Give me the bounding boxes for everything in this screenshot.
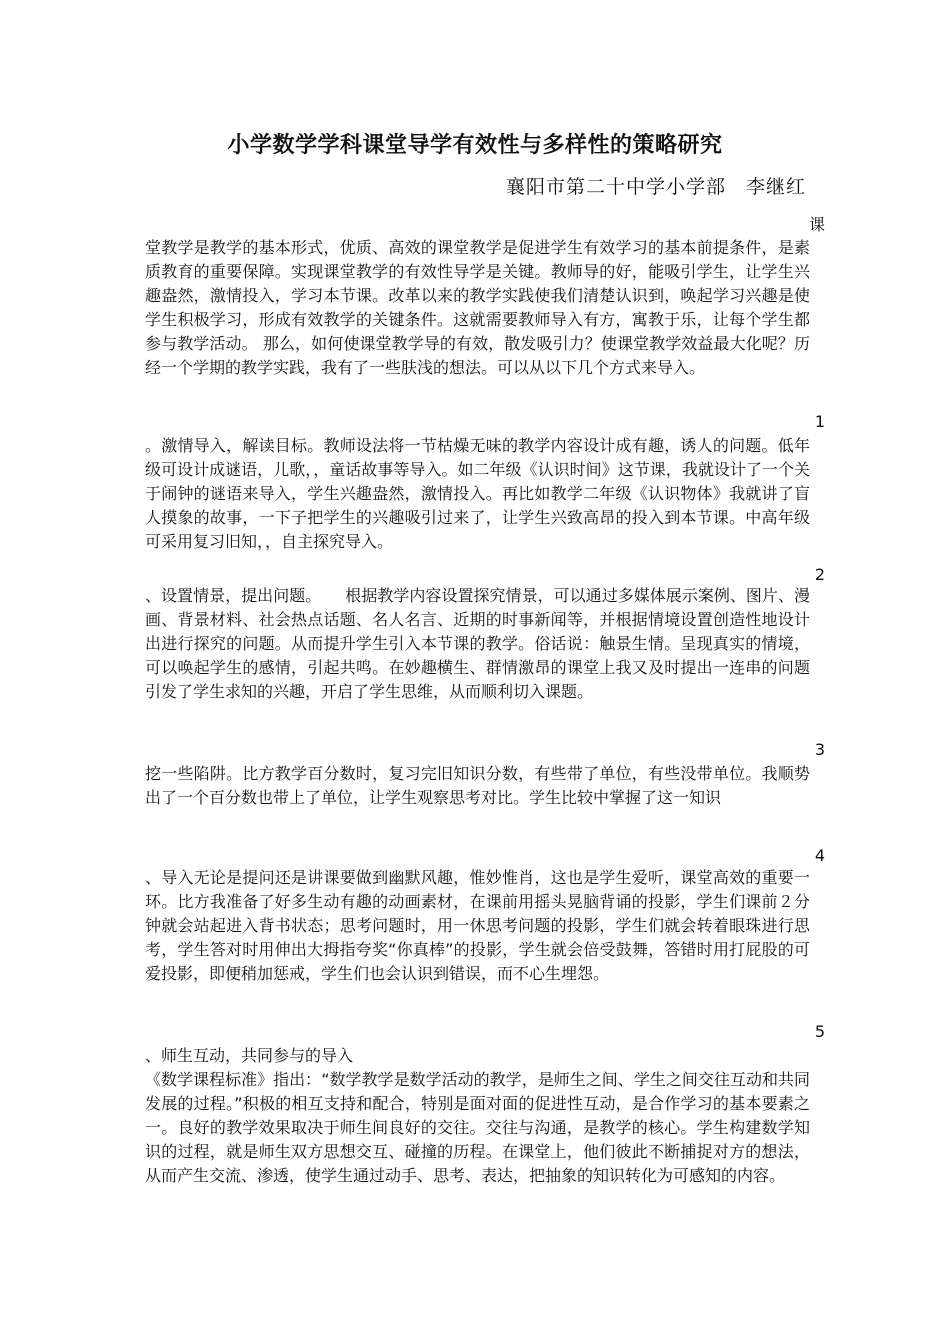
section-paragraph: 。激情导入，解读目标。教师设法将一节枯燥无味的教学内容设计成有趣，诱人的问题。低年级可设计成谜语，儿歌，，童话故事等导入。如二年级《认识时间》这节课，我就设计了一个关于闹钟的谜语来导入，学生兴趣盎然，激情投入。再比如教学二年级《认识物体》我就讲了盲人摸象的故事，一下子把学生的兴趣吸引过来了，让学生兴致高昂的投入到本节课。中高年级可采用复习旧知，，自主探究导入。	[145, 436, 810, 551]
section-marker: 1	[814, 412, 825, 431]
document-title: 小学数学学科课堂导学有效性与多样性的策略研究	[227, 132, 723, 158]
section-marker: 5	[814, 1022, 825, 1041]
section-marker: 4	[814, 846, 825, 865]
section-marker: 3	[814, 740, 825, 759]
section-paragraph: 、师生互动，共同参与的导入 《数学课程标准》指出：“数学教学是数学活动的教学，是师生之间、学生之间交往互动和共同发展的过程。”积极的相互支持和配合，特别是面对面的促进性互动，是合作学习的基本要素之一。良好的教学效果取决于师生间良好的交往。交往与沟通，是教学的核心。学生构建数学知识的过程，就是师生双方思想交互、碰撞的历程。在课堂上，他们彼此不断捕捉对方的想法，从而产生交流、渗透，使学生通过动手、思考、表达，把抽象的知识转化为可感知的内容。	[145, 1046, 810, 1185]
section-paragraph: 堂教学是教学的基本形式，优质、高效的课堂教学是促进学生有效学习的基本前提条件，是素质教育的重要保障。实现课堂教学的有效性导学是关键。教师导的好，能吸引学生，让学生兴趣盎然，激情投入，学习本节课。改革以来的教学实践使我们清楚认识到，唤起学习兴趣是使学生积极学习，形成有效教学的关键条件。这就需要教师导入有方，寓教于乐，让每个学生都参与教学活动。 那么，如何使课堂教学导的有效，散发吸引力？使课堂教学效益最大化呢？历经一个学期的教学实践，我有了一些肤浅的想法。可以从以下几个方式来导入。	[145, 238, 810, 377]
section-marker: 课	[808, 215, 825, 234]
document-author: 襄阳市第二十中学小学部 李继红	[505, 176, 806, 198]
section-paragraph: 挖一些陷阱。比方教学百分数时，复习完旧知识分数，有些带了单位，有些没带单位。我顺势出了一个百分数也带上了单位，让学生观察思考对比。学生比较中掌握了这一知识	[145, 764, 810, 807]
section-paragraph: 、导入无论是提问还是讲课要做到幽默风趣，惟妙惟肖，这也是学生爱听，课堂高效的重要一环。比方我准备了好多生动有趣的动画素材，在课前用摇头晃脑背诵的投影，学生们课前２分钟就会站起进入背书状态；思考问题时，用一休思考问题的投影，学生们就会转着眼珠进行思考，学生答对时用伸出大拇指夸奖“你真棒”的投影，学生就会倍受鼓舞，答错时用打屁股的可爱投影，即便稍加惩戒，学生们也会认识到错误，而不心生埋怨。	[145, 868, 810, 983]
section-marker: 2	[814, 565, 825, 584]
section-paragraph: 、设置情景，提出问题。 根据教学内容设置探究情景，可以通过多媒体展示案例、图片、漫画、背景材料、社会热点话题、名人名言、近期的时事新闻等，并根据情境设置创造性地设计出进行探究的问题。从而提升学生引入本节课的教学。俗话说：触景生情。呈现真实的情境，可以唤起学生的感情，引起共鸣。在妙趣横生、群情激昂的课堂上我又及时提出一连串的问题引发了学生求知的兴趣，开启了学生思维，从而顺利切入课题。	[145, 586, 810, 701]
